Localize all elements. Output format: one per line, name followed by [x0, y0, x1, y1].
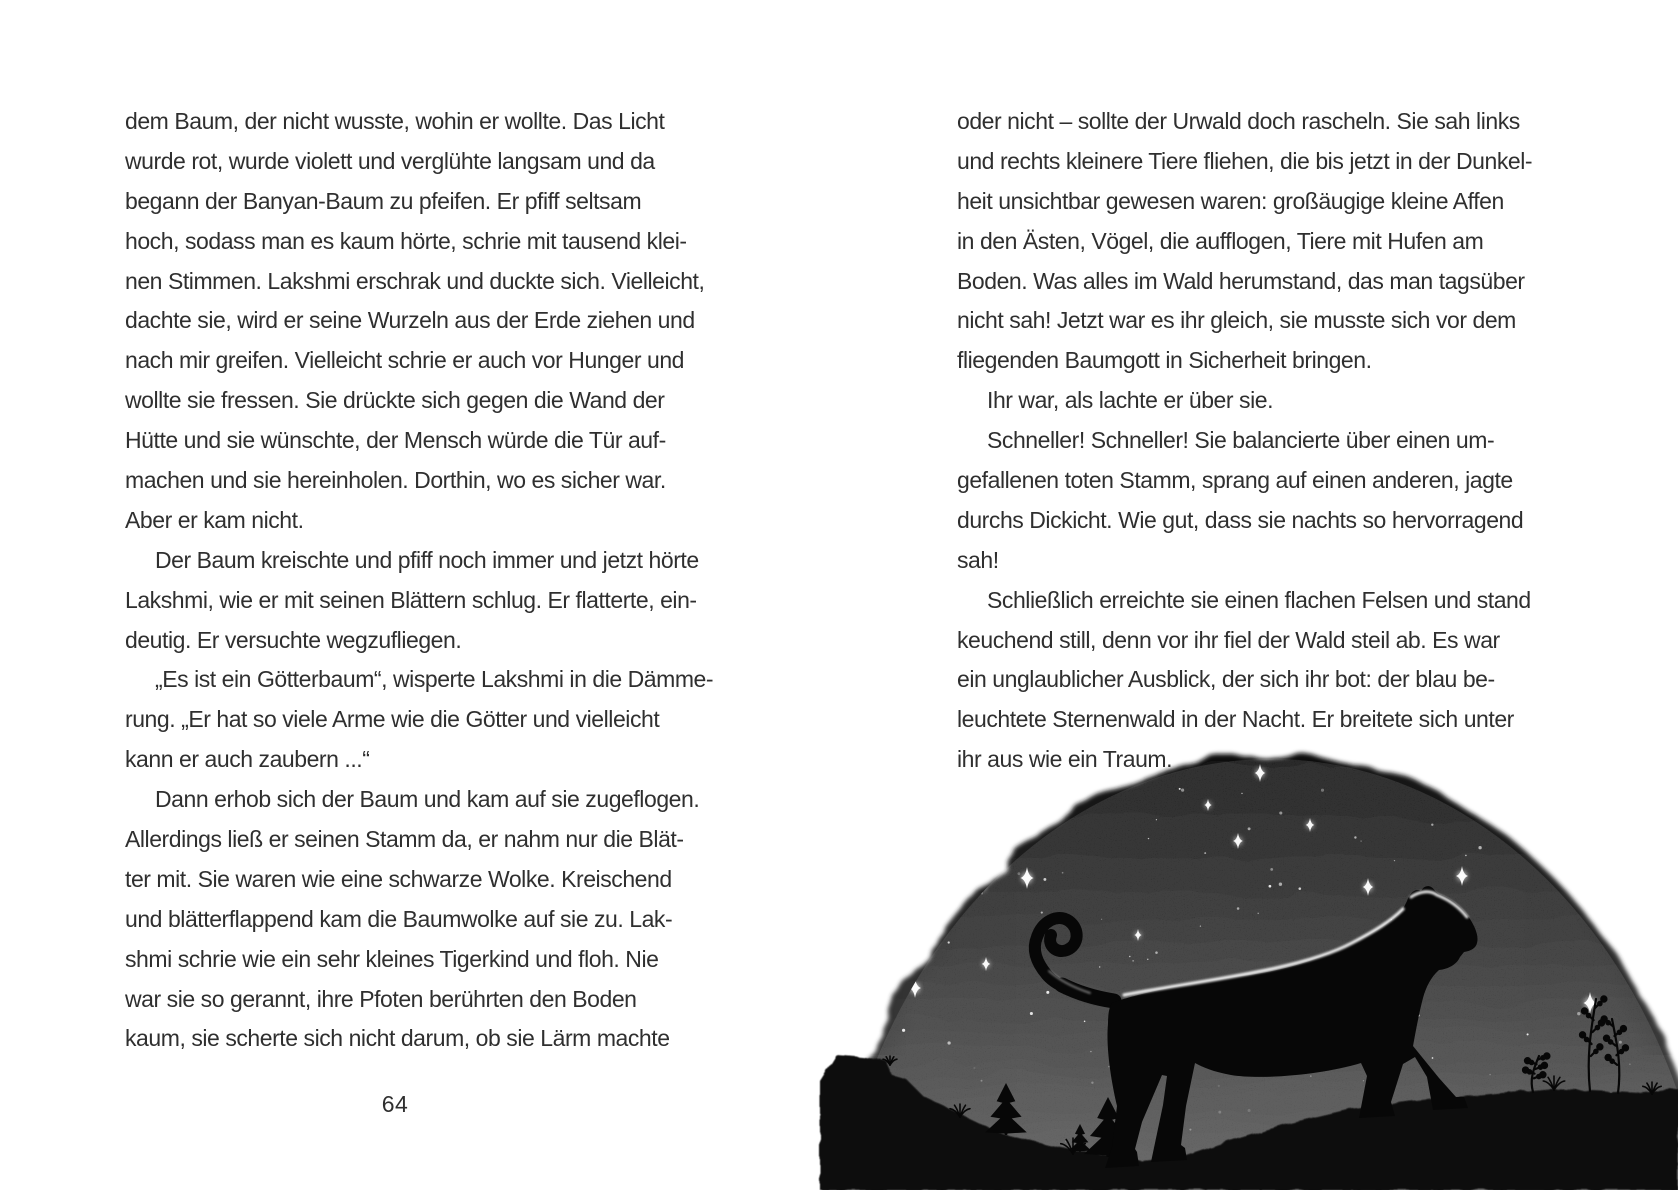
- text-line: ihr aus wie ein Traum.: [957, 746, 1173, 773]
- text-line: und rechts kleinere Tiere fliehen, die bis jetzt in der Dunkel-: [957, 147, 1533, 174]
- text-line: leuchtete Sternenwald in der Nacht. Er breitete sich unter: [957, 706, 1514, 733]
- text-line: in den Ästen, Vögel, die aufflogen, Tiere mit Hufen am: [957, 227, 1484, 254]
- text-line: hoch, sodass man es kaum hörte, schrie mit tausend klei-: [125, 227, 687, 254]
- star-glow: [1646, 969, 1654, 977]
- text-line: heit unsichtbar gewesen waren: großäugige kleine Affen: [957, 187, 1504, 214]
- star-icon: [1645, 964, 1656, 982]
- text-line: machen und sie hereinholen. Dorthin, wo es sicher war.: [125, 467, 666, 494]
- text-line: dem Baum, der nicht wusste, wohin er wollte. Das Licht: [125, 108, 665, 134]
- text-line: ter mit. Sie waren wie eine schwarze Wolke. Kreischend: [125, 865, 672, 892]
- text-line: Ihr war, als lachte er über sie.: [987, 387, 1274, 414]
- text-line: war sie so gerannt, ihre Pfoten berührten den Boden: [125, 985, 637, 1012]
- night-illustration: [790, 745, 1678, 1190]
- text-line: rung. „Er hat so viele Arme wie die Götter und vielleicht: [125, 706, 660, 733]
- text-line: durchs Dickicht. Wie gut, dass sie nachts so hervorragend: [957, 506, 1524, 533]
- text-line: kaum, sie scherte sich nicht darum, ob sie Lärm machte: [125, 1025, 670, 1052]
- text-line: wollte sie fressen. Sie drückte sich gegen die Wand der: [125, 387, 665, 414]
- text-line: keuchend still, denn vor ihr fiel der Wald steil ab. Es war: [957, 626, 1500, 653]
- text-line: dachte sie, wird er seine Wurzeln aus der Erde ziehen und: [125, 307, 695, 334]
- text-line: gefallenen toten Stamm, sprang auf einen anderen, jagte: [957, 467, 1513, 494]
- text-line: Schneller! Schneller! Sie balancierte über einen um-: [987, 427, 1495, 454]
- text-line: nicht sah! Jetzt war es ihr gleich, sie musste sich vor dem: [957, 307, 1516, 334]
- text-line: shmi schrie wie ein sehr kleines Tigerkind und floh. Nie: [125, 945, 659, 972]
- text-line: Aber er kam nicht.: [125, 506, 304, 533]
- text-line: ein unglaublicher Ausblick, der sich ihr bot: der blau be-: [957, 666, 1495, 693]
- right-page-text: [957, 102, 1597, 780]
- text-line: Lakshmi, wie er mit seinen Blättern schlug. Er flatterte, ein-: [125, 586, 697, 613]
- page-number: 64: [381, 1091, 409, 1117]
- text-line: sah!: [957, 546, 999, 573]
- text-line: Dann erhob sich der Baum und kam auf sie zugeflogen.: [155, 786, 700, 813]
- text-line: deutig. Er versuchte wegzufliegen.: [125, 626, 462, 653]
- text-line: Hütte und sie wünschte, der Mensch würde die Tür auf-: [125, 427, 666, 454]
- text-line: Boden. Was alles im Wald herumstand, das man tagsüber: [957, 267, 1525, 294]
- left-page-text: [125, 102, 725, 1059]
- text-line: Der Baum kreischte und pfiff noch immer und jetzt hörte: [155, 546, 699, 573]
- text-line: Allerdings ließ er seinen Stamm da, er nahm nur die Blät-: [125, 826, 684, 853]
- text-line: oder nicht – sollte der Urwald doch rascheln. Sie sah links: [957, 108, 1520, 134]
- text-line: wurde rot, wurde violett und verglühte langsam und da: [125, 147, 655, 174]
- text-line: nach mir greifen. Vielleicht schrie er auch vor Hunger und: [125, 347, 684, 374]
- text-line: Schließlich erreichte sie einen flachen Felsen und stand: [987, 586, 1531, 613]
- text-line: und blätterflappend kam die Baumwolke auf sie zu. Lak-: [125, 905, 673, 932]
- text-line: kann er auch zaubern ...“: [125, 746, 370, 773]
- text-line: begann der Banyan-Baum zu pfeifen. Er pfiff seltsam: [125, 187, 642, 214]
- text-line: fliegenden Baumgott in Sicherheit bringen.: [957, 347, 1372, 374]
- text-line: „Es ist ein Götterbaum“, wisperte Lakshmi in die Dämme-: [155, 666, 714, 693]
- text-line: nen Stimmen. Lakshmi erschrak und duckte sich. Vielleicht,: [125, 267, 705, 294]
